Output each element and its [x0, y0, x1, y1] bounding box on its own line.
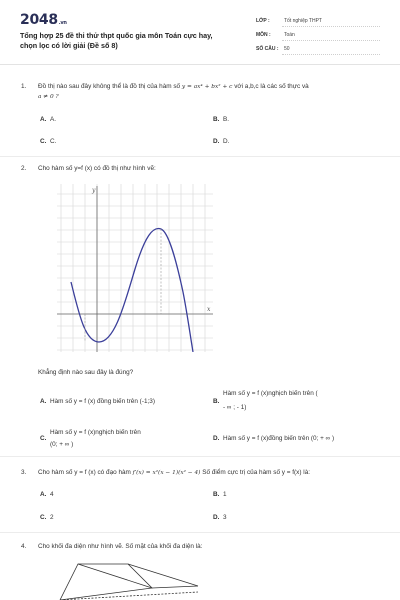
polyhedron-figure: [58, 562, 200, 600]
meta-count-value: 50: [284, 46, 290, 52]
question-number: 2.: [21, 165, 27, 172]
formula: y = ax⁴ + bx² + c: [181, 84, 233, 90]
question-number: 3.: [21, 469, 27, 476]
question-divider: [0, 456, 400, 457]
meta-subject-value: Toán: [284, 32, 295, 38]
question-divider: [0, 532, 400, 533]
function-graph: [57, 184, 213, 352]
header-divider: [0, 64, 400, 65]
question-divider: [0, 156, 400, 157]
logo-text: 2048: [20, 12, 58, 28]
condition: a ≠ 0 ?: [38, 94, 59, 100]
question-text: Đồ thị nào sau đây không thể là đồ thị của hàm số y = ax⁴ + bx² + c với a,b,c là các số thực và a ≠ 0 ?: [38, 83, 309, 100]
x-axis-label: x: [207, 306, 211, 313]
y-axis-label: y: [92, 187, 96, 194]
meta-class-label: LỚP :: [256, 18, 270, 24]
meta-count-label: SỐ CÂU :: [256, 46, 279, 52]
question-text: Cho khối đa diện như hình vẽ. Số mặt của khối đa diện là:: [38, 543, 203, 550]
logo-suffix: .vn: [58, 20, 67, 26]
meta-subject-label: MÔN :: [256, 32, 271, 38]
site-logo[interactable]: [20, 12, 67, 28]
question-text: Cho hàm số y = f (x) có đạo hàm f′(x) = x²(x − 1)(x² − 4) Số điểm cực trị của hàm số y = f(x) là:: [38, 469, 311, 476]
document-header: [0, 0, 400, 64]
question-number: 1.: [21, 83, 27, 90]
formula: f′(x) = x²(x − 1)(x² − 4): [132, 470, 201, 476]
question-prompt: Khẳng định nào sau đây là đúng?: [38, 369, 134, 376]
meta-class-value: Tốt nghiệp THPT: [284, 18, 322, 24]
document-title: Tổng hợp 25 đề thi thử thpt quốc gia môn Toán cực hay, chọn lọc có lời giải (Đề số 8): [20, 31, 213, 50]
question-number: 4.: [21, 543, 27, 550]
question-text: Cho hàm số y=f (x) có đồ thị như hình vẽ:: [38, 165, 156, 172]
